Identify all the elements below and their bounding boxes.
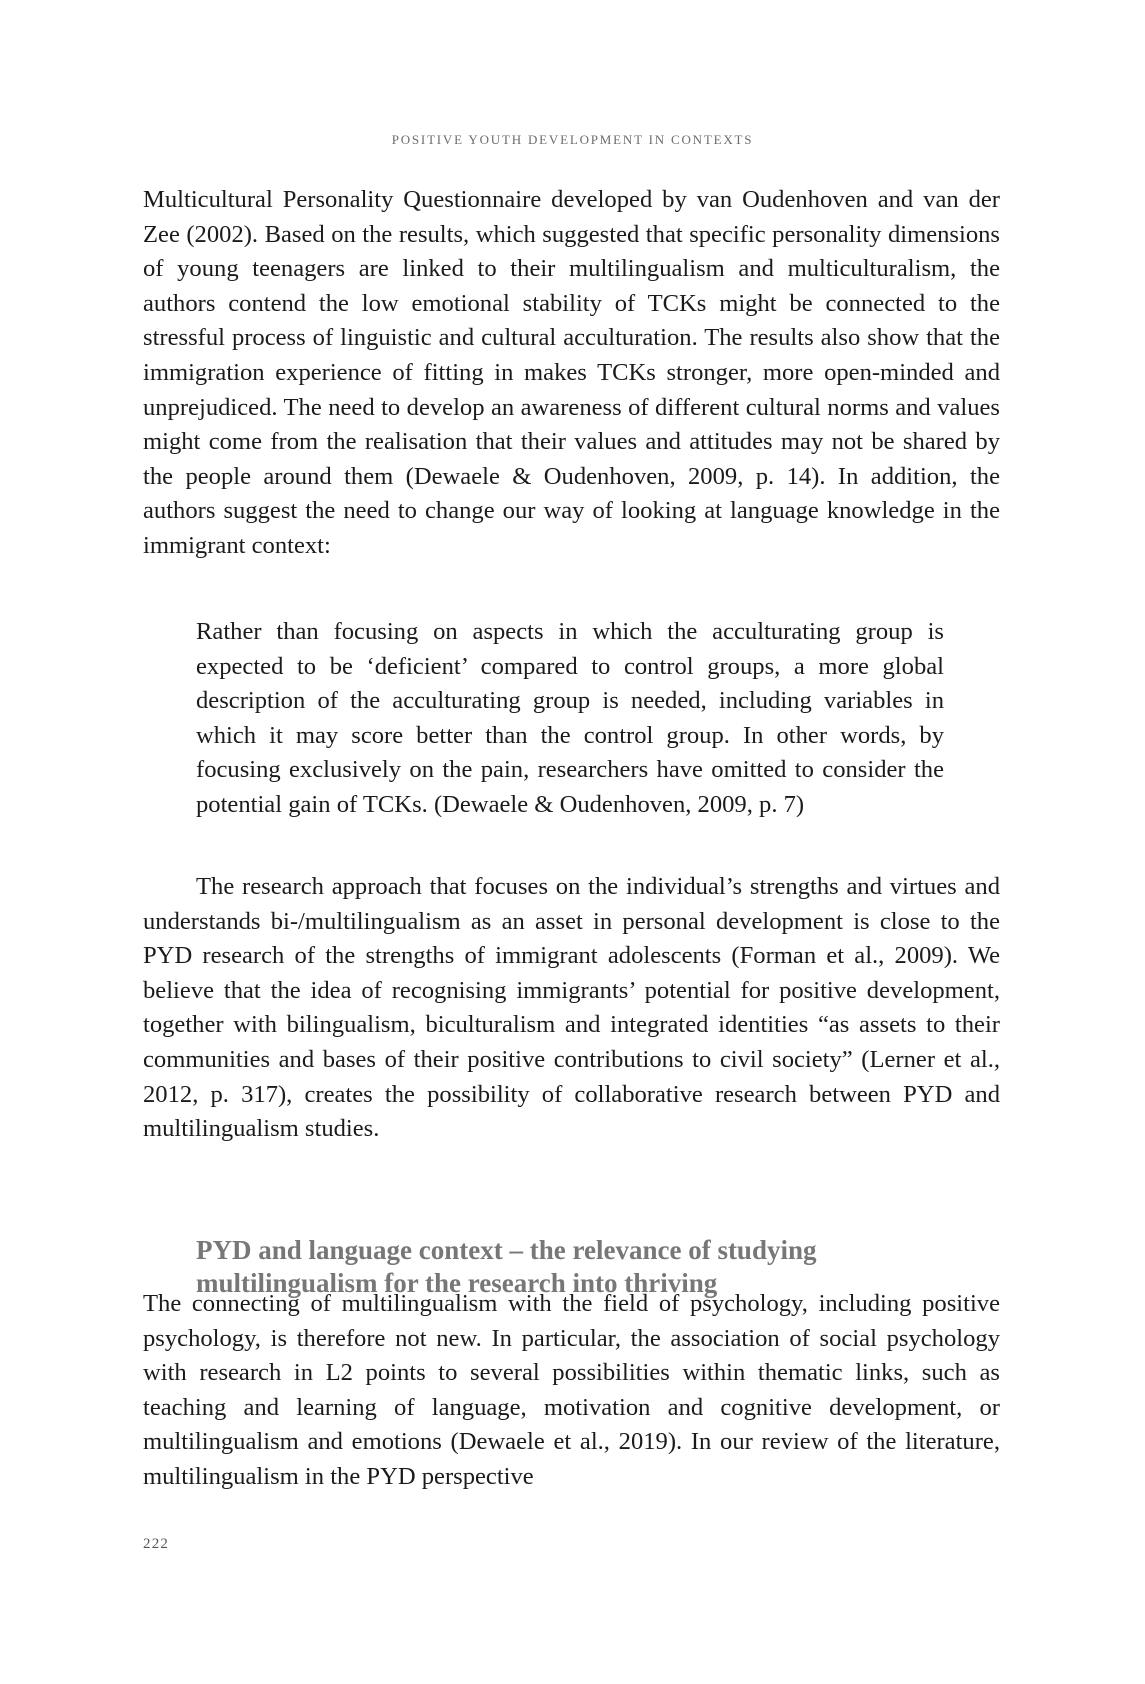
running-header: POSITIVE YOUTH DEVELOPMENT IN CONTEXTS (391, 132, 754, 147)
section-heading: PYD and language context – the relevance of studying multilingualism for the research into thriving (196, 1235, 817, 1299)
block-quote: Rather than focusing on aspects in which the acculturating group is expected to be ‘deficient’ compared to control groups, a more global description of the acculturating group is needed, including variables in which it may score better than the control group. In other words, by focusing exclusively on the pain, researchers have omitted to consider the potential gain of TCKs. (Dewaele & Oudenhoven, 2009, p. 7) (196, 618, 944, 818)
body-paragraph-3: The connecting of multilingualism with the field of psychology, including positive psychology, is therefore not new. In particular, the association of social psychology with research in L2 points to several possibilities within thematic links, such as teaching and learning of language, motivation and cognitive development, or multilingualism and emotions (Dewaele et al., 2019). In our review of the literature, multilingualism in the PYD perspective (143, 1290, 1000, 1490)
body-paragraph-1: Multicultural Personality Questionnaire developed by van Oudenhoven and van der Zee (2002). Based on the results, which suggested that specific personality dimensions of young teenagers are linked to their multilingualism and multiculturalism, the authors contend the low emotional stability of TCKs might be connected to the stressful process of linguistic and cultural acculturation. The results also show that the immigration experience of fitting in makes TCKs stronger, more open-minded and unprejudiced. The need to develop an awareness of different cultural norms and values might come from the realisation that their values and attitudes may not be shared by the people around them (Dewaele & Oudenhoven, 2009, p. 14). In addition, the authors suggest the need to change our way of looking at language knowledge in the immigrant context: (143, 186, 1000, 559)
body-paragraph-2: The research approach that focuses on the individual’s strengths and virtues and understands bi-/multilingualism as an asset in personal development is close to the PYD research of the strengths of immigrant adolescents (Forman et al., 2009). We believe that the idea of recognising immigrants’ potential for positive development, together with bilingualism, biculturalism and integrated identities “as assets to their communities and bases of their positive contributions to civil society” (Lerner et al., 2012, p. 317), creates the possibility of collaborative research between PYD and multilingualism studies. (143, 873, 1000, 1143)
page-number: 222 (143, 1536, 170, 1552)
